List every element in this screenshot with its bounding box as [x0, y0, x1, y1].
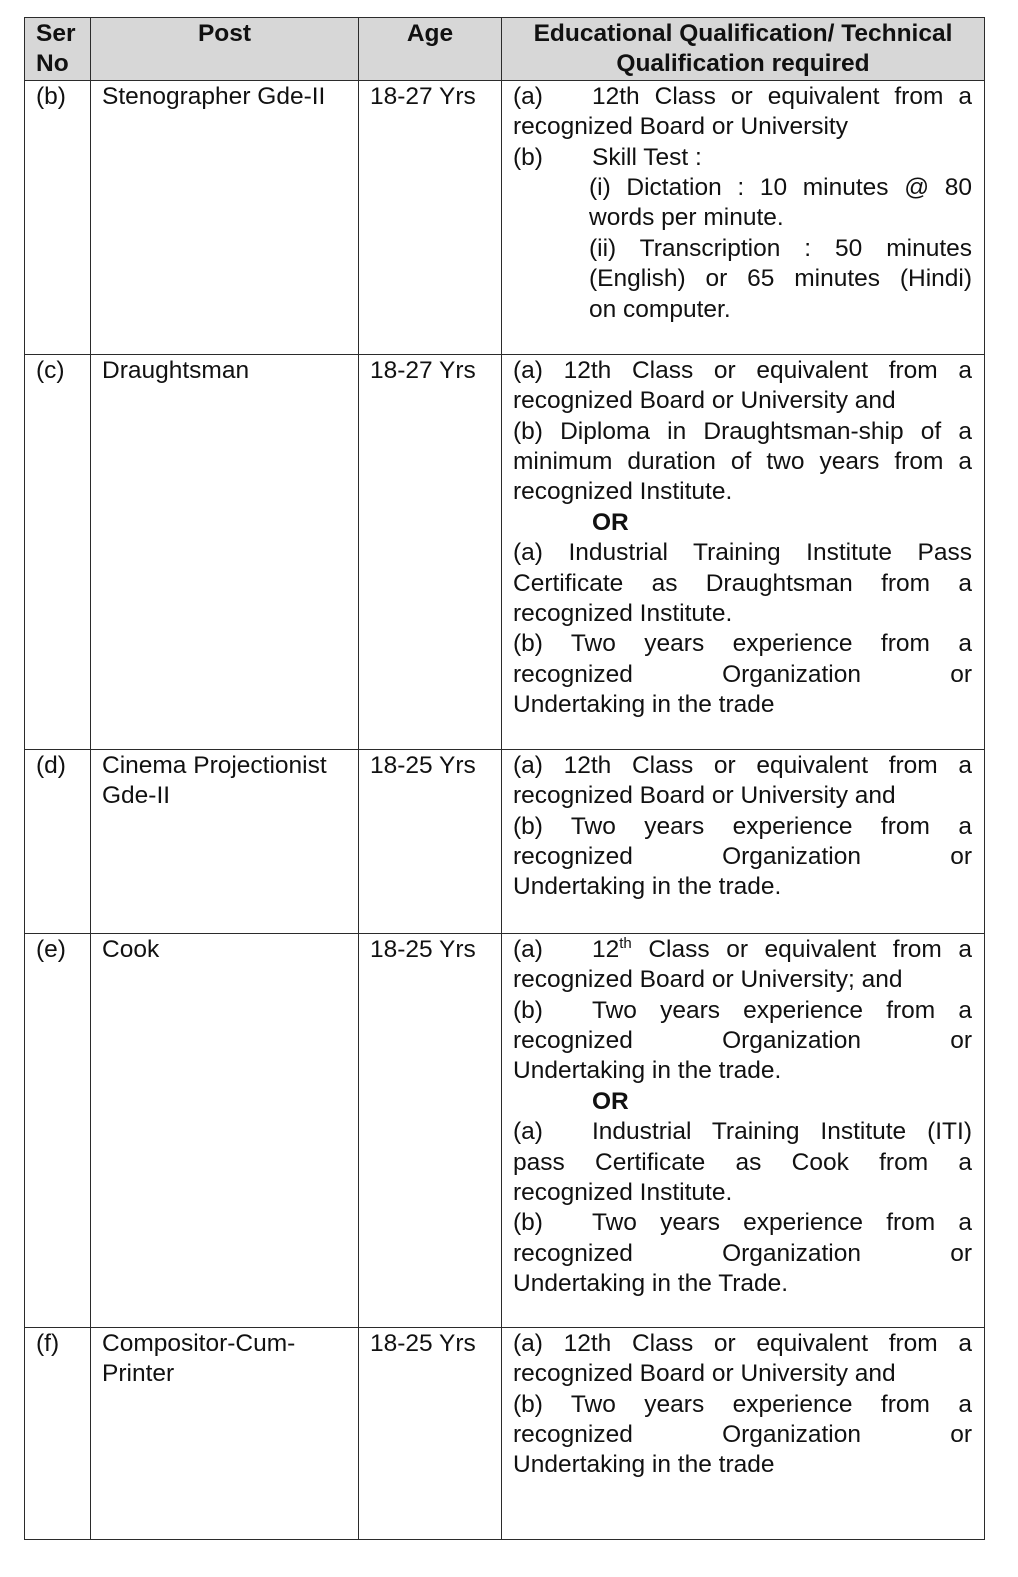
qualification-line: (English) or 65 minutes (Hindi) — [589, 265, 972, 293]
table-header-row — [25, 18, 985, 81]
qualification-line — [513, 996, 972, 1026]
qualification-text — [592, 936, 972, 963]
age-cell: 18-27 Yrs — [359, 354, 502, 749]
qualification-line: recognized Organization or — [513, 843, 972, 871]
qualification-text: Industrial Training Institute (ITI) — [592, 1118, 972, 1146]
item-marker: (b) — [513, 1209, 543, 1237]
qualification-line: recognized Board or University — [513, 113, 848, 141]
table-row — [25, 933, 985, 1327]
or-separator: OR — [592, 508, 629, 536]
qualification-line — [513, 935, 972, 965]
header-post: Post — [91, 18, 359, 81]
ordinal-number: 12 — [592, 935, 620, 963]
item-marker: (b) — [513, 996, 543, 1024]
qualification-text: Two years experience from a — [592, 996, 972, 1024]
item-marker: (b) — [513, 143, 543, 171]
item-marker: (a) — [513, 82, 543, 110]
ordinal-suffix: th — [619, 934, 632, 952]
qualification-line: (b) Two years experience from a — [513, 630, 972, 658]
qualification-cell — [502, 933, 985, 1327]
qualification-text: 12th Class or equivalent from a — [592, 82, 972, 110]
qualification-line: (i) Dictation : 10 minutes @ 80 — [589, 174, 972, 202]
qualification-line: (a) 12th Class or equivalent from a — [513, 1329, 972, 1357]
ser-no-cell: (f) — [25, 1327, 91, 1539]
qualification-line: recognized Organization or — [513, 660, 972, 688]
qualification-line: (b) Diploma in Draughtsman-ship of a — [513, 417, 972, 445]
or-separator: OR — [592, 1087, 629, 1115]
qualification-line: on computer. — [589, 295, 731, 323]
qualification-cell — [502, 749, 985, 933]
qualification-text: Two years experience from a — [592, 1209, 972, 1237]
age-cell: 18-27 Yrs — [359, 80, 502, 354]
qualification-text: Skill Test : — [592, 143, 702, 171]
qualification-line: (a) 12th Class or equivalent from a — [513, 356, 972, 384]
post-cell — [91, 749, 359, 933]
qualification-line: (a) 12th Class or equivalent from a — [513, 751, 972, 779]
qualification-line: Undertaking in the Trade. — [513, 1270, 789, 1298]
qualification-line: recognized Institute. — [513, 1179, 733, 1207]
item-marker: (a) — [513, 935, 543, 963]
qualification-line: recognized Organization or — [513, 1239, 972, 1267]
ser-no-cell: (e) — [25, 933, 91, 1327]
item-marker: (a) — [513, 1118, 543, 1146]
age-cell: 18-25 Yrs — [359, 1327, 502, 1539]
qualification-line — [513, 82, 972, 112]
qualification-line: recognized Board or University and — [513, 1360, 896, 1388]
header-qualification: Educational Qualification/ Technical Qualification required — [502, 18, 985, 81]
qualification-line: (a) Industrial Training Institute Pass — [513, 539, 972, 567]
ser-no-cell: (d) — [25, 749, 91, 933]
age-cell: 18-25 Yrs — [359, 933, 502, 1327]
qualification-table — [24, 17, 985, 1540]
qualification-line — [513, 143, 972, 173]
qualification-line: recognized Board or University and — [513, 782, 896, 810]
qualification-line: recognized Institute. — [513, 478, 733, 506]
table-row — [25, 749, 985, 933]
qualification-line: recognized Organization or — [513, 1027, 972, 1055]
ser-no-cell: (b) — [25, 80, 91, 354]
qualification-line: Undertaking in the trade. — [513, 873, 782, 901]
post-cell: Stenographer Gde-II — [91, 80, 359, 354]
qualification-line: (b) Two years experience from a — [513, 812, 972, 840]
ser-no-cell: (c) — [25, 354, 91, 749]
post-cell: Draughtsman — [91, 354, 359, 749]
post-cell — [91, 1327, 359, 1539]
age-cell: 18-25 Yrs — [359, 749, 502, 933]
post-line: Printer — [102, 1360, 175, 1388]
header-age: Age — [359, 18, 502, 81]
qualification-line: Undertaking in the trade. — [513, 1057, 782, 1085]
qualification-line: recognized Organization or — [513, 1421, 972, 1449]
qualification-line: words per minute. — [589, 204, 784, 232]
table-row — [25, 354, 985, 749]
qualification-line — [513, 1208, 972, 1238]
table-row — [25, 1327, 985, 1539]
qualification-text: Class or equivalent from a — [648, 935, 972, 963]
header-ser-no: Ser No — [25, 18, 91, 81]
qualification-line: Certificate as Draughtsman from a — [513, 569, 972, 597]
qualification-cell — [502, 354, 985, 749]
qualification-line: recognized Board or University and — [513, 387, 896, 415]
qualification-line — [513, 1117, 972, 1147]
post-cell: Cook — [91, 933, 359, 1327]
post-line: Gde-II — [102, 782, 171, 810]
qualification-line: (ii) Transcription : 50 minutes — [589, 234, 972, 262]
qualification-line: recognized Institute. — [513, 600, 733, 628]
qualification-cell — [502, 1327, 985, 1539]
qualification-line: (b) Two years experience from a — [513, 1390, 972, 1418]
qualification-line: Undertaking in the trade — [513, 1451, 775, 1479]
qualification-line: pass Certificate as Cook from a — [513, 1148, 972, 1176]
post-line: Cinema Projectionist — [102, 751, 327, 779]
qualification-line: minimum duration of two years from a — [513, 448, 972, 476]
qualification-line: Undertaking in the trade — [513, 691, 775, 719]
qualification-line: recognized Board or University; and — [513, 966, 903, 994]
table-row — [25, 80, 985, 354]
post-line: Compositor-Cum- — [102, 1329, 296, 1357]
qualification-cell — [502, 80, 985, 354]
